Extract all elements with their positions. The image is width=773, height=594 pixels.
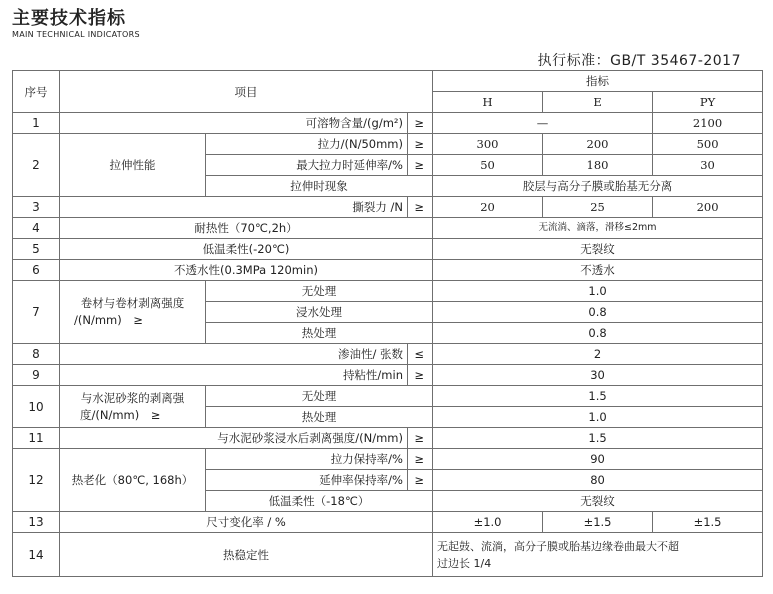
row-value-py: 200 bbox=[653, 197, 763, 218]
row-item: 持粘性/min bbox=[60, 365, 408, 386]
row-value: 80 bbox=[433, 470, 763, 491]
table-row bbox=[13, 113, 763, 134]
page-subtitle: MAIN TECHNICAL INDICATORS bbox=[12, 30, 140, 39]
row-number: 8 bbox=[13, 344, 60, 365]
row-value-py: ±1.5 bbox=[653, 512, 763, 533]
row-item: 尺寸变化率 / % bbox=[60, 512, 433, 533]
row-symbol: ≥ bbox=[408, 113, 433, 134]
row-number: 5 bbox=[13, 239, 60, 260]
row-value-h: 20 bbox=[433, 197, 543, 218]
table-row bbox=[13, 449, 763, 470]
row-group bbox=[60, 386, 206, 428]
row-item: 拉伸时现象 bbox=[206, 176, 433, 197]
row-item: 热处理 bbox=[206, 407, 433, 428]
row-group-line: 度/(N/mm) ≥ bbox=[80, 407, 161, 422]
row-value: 无流淌、滴落，滑移≤2mm bbox=[433, 218, 763, 239]
table-row bbox=[13, 533, 763, 577]
row-value: 1.0 bbox=[433, 281, 763, 302]
table-row bbox=[13, 218, 763, 239]
row-item: 热稳定性 bbox=[60, 533, 433, 577]
row-number: 3 bbox=[13, 197, 60, 218]
row-number: 1 bbox=[13, 113, 60, 134]
row-number: 2 bbox=[13, 134, 60, 197]
row-value: 0.8 bbox=[433, 323, 763, 344]
row-item: 延伸率保持率/% bbox=[206, 470, 408, 491]
standard-label: 执行标准：GB/T 35467-2017 bbox=[537, 53, 741, 69]
row-number: 13 bbox=[13, 512, 60, 533]
row-value-line: 过边长 1/4 bbox=[437, 556, 492, 570]
table-row bbox=[13, 428, 763, 449]
row-value: 无裂纹 bbox=[433, 239, 763, 260]
row-value: 1.0 bbox=[433, 407, 763, 428]
row-number: 6 bbox=[13, 260, 60, 281]
row-item: 渗油性/ 张数 bbox=[60, 344, 408, 365]
page-title: 主要技术指标 bbox=[12, 8, 126, 29]
table-row bbox=[13, 239, 763, 260]
row-item: 无处理 bbox=[206, 281, 433, 302]
row-number: 12 bbox=[13, 449, 60, 512]
row-symbol: ≥ bbox=[408, 428, 433, 449]
row-group bbox=[60, 281, 206, 344]
row-item: 可溶物含量/(g/m²) bbox=[60, 113, 408, 134]
row-item: 拉力/(N/50mm) bbox=[206, 134, 408, 155]
row-group: 拉伸性能 bbox=[60, 134, 206, 197]
row-item: 撕裂力 /N bbox=[60, 197, 408, 218]
header-no bbox=[13, 71, 60, 113]
row-value: 90 bbox=[433, 449, 763, 470]
header bbox=[12, 8, 140, 40]
row-value: 1.5 bbox=[433, 428, 763, 449]
row-value: 不透水 bbox=[433, 260, 763, 281]
row-symbol: ≥ bbox=[408, 134, 433, 155]
row-value: 无裂纹 bbox=[433, 491, 763, 512]
row-value-py: 30 bbox=[653, 155, 763, 176]
table-row bbox=[13, 134, 763, 155]
row-value: 1.5 bbox=[433, 386, 763, 407]
row-value-py: 2100 bbox=[653, 113, 763, 134]
row-item: 热处理 bbox=[206, 323, 433, 344]
table-row bbox=[13, 260, 763, 281]
header-col-py: PY bbox=[653, 92, 763, 113]
table-row bbox=[13, 365, 763, 386]
row-value: 30 bbox=[433, 365, 763, 386]
row-value bbox=[433, 533, 763, 577]
header-item: 项目 bbox=[60, 71, 433, 113]
table-row bbox=[13, 512, 763, 533]
row-symbol: ≥ bbox=[408, 197, 433, 218]
row-item: 与水泥砂浆浸水后剥离强度/(N/mm) bbox=[60, 428, 408, 449]
row-number: 11 bbox=[13, 428, 60, 449]
row-value-e: 180 bbox=[543, 155, 653, 176]
row-value-e: 200 bbox=[543, 134, 653, 155]
row-symbol: ≥ bbox=[408, 155, 433, 176]
row-item: 低温柔性(-20℃) bbox=[60, 239, 433, 260]
row-number: 7 bbox=[13, 281, 60, 344]
row-number: 10 bbox=[13, 386, 60, 428]
row-item: 拉力保持率/% bbox=[206, 449, 408, 470]
header-no-label: 序号 bbox=[24, 84, 48, 99]
table-row bbox=[13, 344, 763, 365]
spec-table bbox=[12, 70, 763, 577]
row-group-line: 卷材与卷材剥离强度 bbox=[80, 296, 185, 310]
row-value: 胶层与高分子膜或胎基无分离 bbox=[433, 176, 763, 197]
row-value-h: ±1.0 bbox=[433, 512, 543, 533]
row-item: 最大拉力时延伸率/% bbox=[206, 155, 408, 176]
row-value-h: 50 bbox=[433, 155, 543, 176]
table-row bbox=[13, 197, 763, 218]
row-symbol: ≤ bbox=[408, 344, 433, 365]
table-row bbox=[13, 281, 763, 302]
row-symbol: ≥ bbox=[408, 449, 433, 470]
row-item: 浸水处理 bbox=[206, 302, 433, 323]
row-value-e: ±1.5 bbox=[543, 512, 653, 533]
row-number: 4 bbox=[13, 218, 60, 239]
header-col-e: E bbox=[543, 92, 653, 113]
row-value-e: 25 bbox=[543, 197, 653, 218]
row-item: 不透水性(0.3MPa 120min) bbox=[60, 260, 433, 281]
header-indicator: 指标 bbox=[433, 71, 763, 92]
row-symbol: ≥ bbox=[408, 470, 433, 491]
row-value-h: 300 bbox=[433, 134, 543, 155]
row-value-py: 500 bbox=[653, 134, 763, 155]
row-symbol: ≥ bbox=[408, 365, 433, 386]
row-group-line: /(N/mm) ≥ bbox=[74, 313, 143, 327]
row-value: 0.8 bbox=[433, 302, 763, 323]
table-row bbox=[13, 386, 763, 407]
row-item: 低温柔性（-18℃） bbox=[206, 491, 433, 512]
table-header-row bbox=[13, 71, 763, 92]
row-group-line: 与水泥砂浆的剥离强 bbox=[80, 390, 185, 405]
row-value-he: — bbox=[433, 113, 653, 134]
row-item: 耐热性（70℃,2h） bbox=[60, 218, 433, 239]
row-number: 14 bbox=[13, 533, 60, 577]
row-item: 无处理 bbox=[206, 386, 433, 407]
row-value: 2 bbox=[433, 344, 763, 365]
row-group: 热老化（80℃, 168h） bbox=[60, 449, 206, 512]
header-col-h: H bbox=[433, 92, 543, 113]
row-value-line: 无起鼓、流淌，高分子膜或胎基边缘卷曲最大不超 bbox=[437, 539, 680, 553]
row-number: 9 bbox=[13, 365, 60, 386]
